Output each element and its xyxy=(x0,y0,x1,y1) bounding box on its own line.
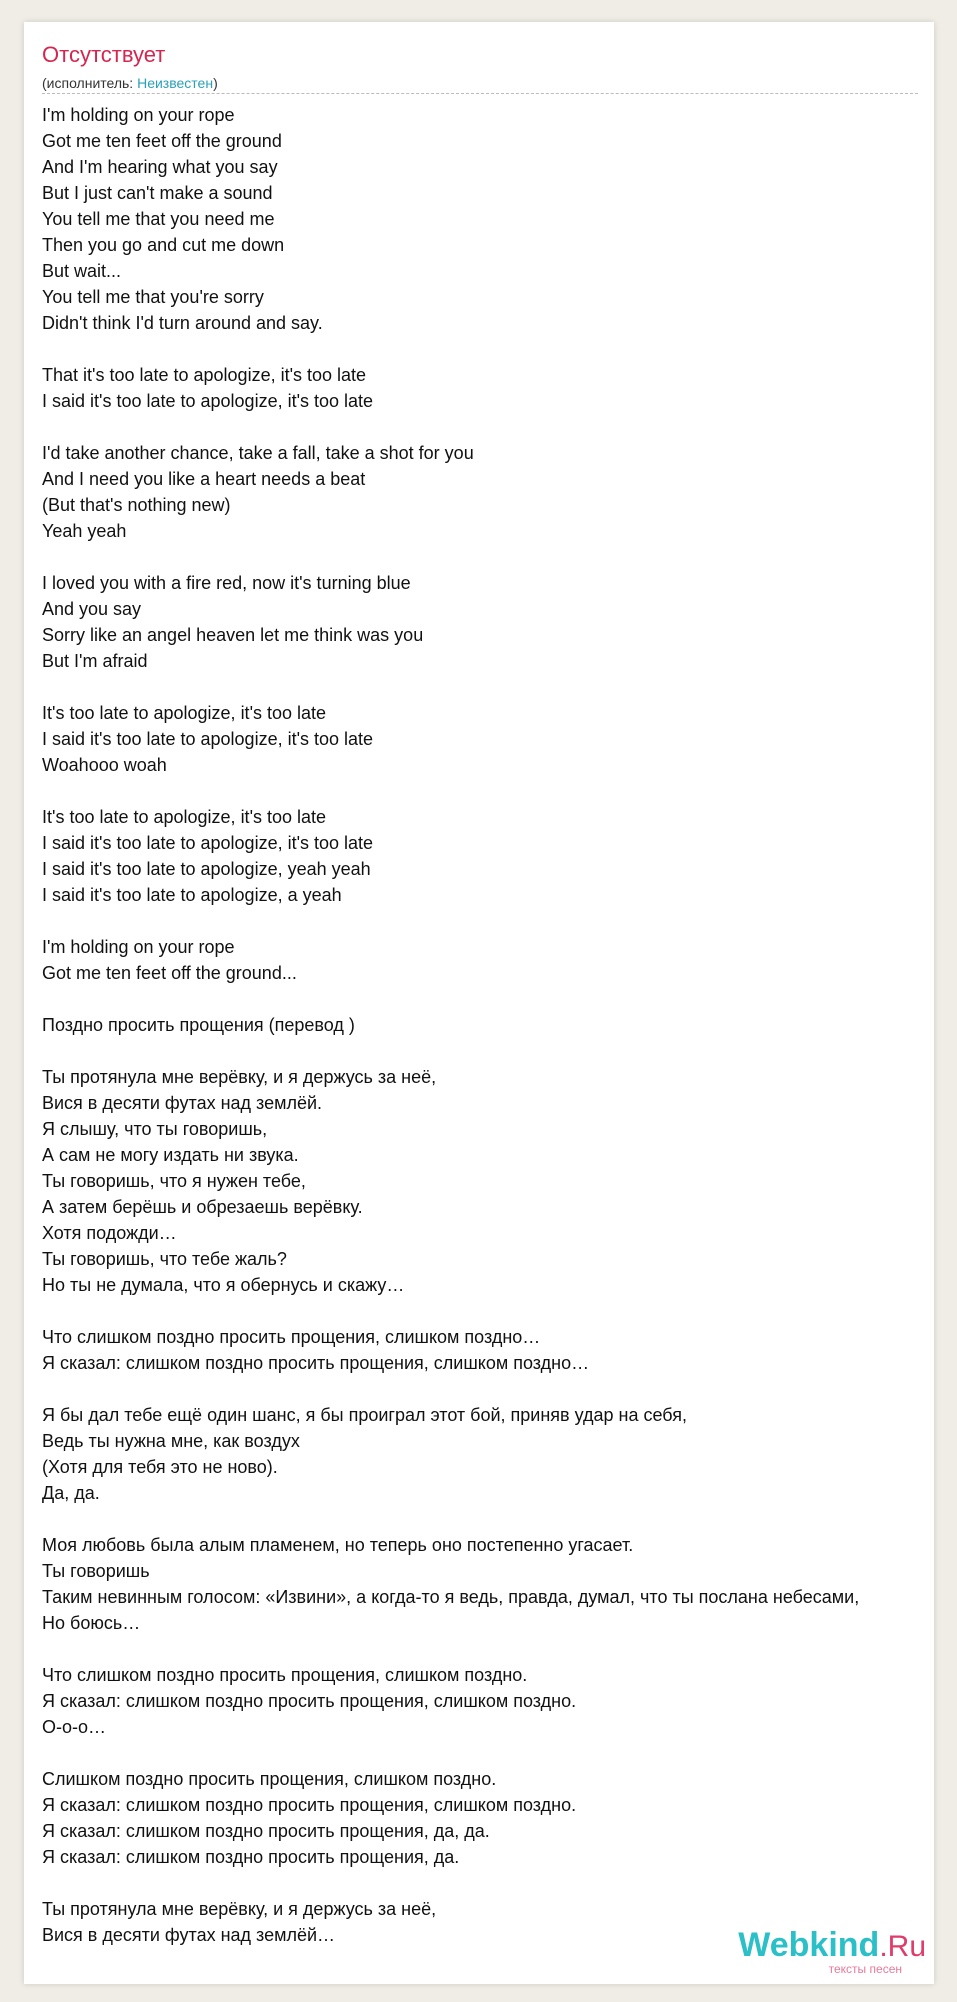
lyric-line xyxy=(42,414,934,440)
lyric-line: Я сказал: слишком поздно просить прощения, слишком поздно. xyxy=(42,1795,577,1815)
lyric-line: Я слышу, что ты говоришь, xyxy=(42,1119,268,1139)
lyric-line: Но ты не думала, что я обернусь и скажу… xyxy=(42,1275,405,1295)
lyric-line xyxy=(42,778,934,804)
lyric-line: О-о-о… xyxy=(42,1717,107,1737)
artist-suffix: ) xyxy=(213,75,218,91)
artist-prefix: (исполнитель: xyxy=(42,75,138,91)
artist-line xyxy=(42,75,218,91)
lyric-line: But I'm afraid xyxy=(42,651,148,671)
lyric-line xyxy=(42,674,934,700)
lyric-line xyxy=(42,986,934,1012)
lyric-line: And I'm hearing what you say xyxy=(42,157,278,177)
logo-wordmark xyxy=(738,1928,926,1962)
lyric-line: I said it's too late to apologize, it's too late xyxy=(42,833,374,853)
lyric-line xyxy=(42,908,934,934)
lyric-line xyxy=(42,1636,934,1662)
lyric-line: А сам не могу издать ни звука. xyxy=(42,1145,299,1165)
lyric-line: It's too late to apologize, it's too late xyxy=(42,703,327,723)
lyric-line: Then you go and cut me down xyxy=(42,235,285,255)
lyric-line xyxy=(42,1038,934,1064)
lyric-line: Но боюсь… xyxy=(42,1613,141,1633)
site-logo[interactable] xyxy=(738,1928,926,1976)
lyric-line: I said it's too late to apologize, a yeah xyxy=(42,885,342,905)
logo-tagline: тексты песен xyxy=(828,1962,902,1976)
lyric-line: Вися в десяти футах над землёй… xyxy=(42,1925,336,1945)
lyric-line: Didn't think I'd turn around and say. xyxy=(42,313,323,333)
lyric-line: I loved you with a fire red, now it's turning blue xyxy=(42,573,411,593)
artist-link[interactable]: Неизвестен xyxy=(137,75,214,91)
lyrics-card xyxy=(24,22,934,1984)
lyrics-body xyxy=(42,102,934,1948)
lyric-line: Я сказал: слишком поздно просить прощения, слишком поздно… xyxy=(42,1353,590,1373)
lyric-line: Слишком поздно просить прощения, слишком поздно. xyxy=(42,1769,497,1789)
lyric-line: (Хотя для тебя это не ново). xyxy=(42,1457,278,1477)
lyric-line: (But that's nothing new) xyxy=(42,495,231,515)
lyric-line: I said it's too late to apologize, it's too late xyxy=(42,729,374,749)
lyric-line: I'm holding on your rope xyxy=(42,937,235,957)
lyric-line: Yeah yeah xyxy=(42,521,127,541)
lyric-line xyxy=(42,1740,934,1766)
lyric-line xyxy=(42,1870,934,1896)
lyric-line: It's too late to apologize, it's too late xyxy=(42,807,327,827)
lyric-line: Моя любовь была алым пламенем, но теперь оно постепенно угасает. xyxy=(42,1535,634,1555)
lyric-line: Ты протянула мне верёвку, и я держусь за неё, xyxy=(42,1899,437,1919)
lyric-line: Таким невинным голосом: «Извини», а когда-то я ведь, правда, думал, что ты послана небесами, xyxy=(42,1587,860,1607)
lyric-line: Sorry like an angel heaven let me think was you xyxy=(42,625,424,645)
lyric-line: А затем берёшь и обрезаешь верёвку. xyxy=(42,1197,363,1217)
lyric-line: Что слишком поздно просить прощения, слишком поздно… xyxy=(42,1327,541,1347)
divider xyxy=(42,93,918,94)
lyric-line: But I just can't make a sound xyxy=(42,183,273,203)
lyric-line: You tell me that you need me xyxy=(42,209,275,229)
lyric-line: You tell me that you're sorry xyxy=(42,287,264,307)
lyric-line xyxy=(42,1298,934,1324)
lyric-line: Ты говоришь, что я нужен тебе, xyxy=(42,1171,306,1191)
lyric-line: Ты говоришь xyxy=(42,1561,150,1581)
lyric-line: Я сказал: слишком поздно просить прощения, да, да. xyxy=(42,1821,490,1841)
lyric-line: Я сказал: слишком поздно просить прощения, слишком поздно. xyxy=(42,1691,577,1711)
lyric-line: I said it's too late to apologize, yeah yeah xyxy=(42,859,371,879)
lyric-line: Woahooo woah xyxy=(42,755,167,775)
lyric-line: And you say xyxy=(42,599,142,619)
lyric-line: Что слишком поздно просить прощения, слишком поздно. xyxy=(42,1665,528,1685)
lyric-line: Ведь ты нужна мне, как воздух xyxy=(42,1431,300,1451)
lyric-line: I said it's too late to apologize, it's too late xyxy=(42,391,374,411)
lyric-line: And I need you like a heart needs a beat xyxy=(42,469,366,489)
logo-tld: .Ru xyxy=(879,1930,926,1963)
lyric-line: Вися в десяти футах над землёй. xyxy=(42,1093,323,1113)
lyric-line: Got me ten feet off the ground... xyxy=(42,963,297,983)
lyric-line: Я бы дал тебе ещё один шанс, я бы проиграл этот бой, приняв удар на себя, xyxy=(42,1405,687,1425)
logo-main-text: Webkind xyxy=(738,1926,880,1964)
lyric-line xyxy=(42,544,934,570)
song-title: Отсутствует xyxy=(42,42,166,67)
lyric-line: Ты протянула мне верёвку, и я держусь за неё, xyxy=(42,1067,437,1087)
lyric-line: Да, да. xyxy=(42,1483,100,1503)
lyric-line: I'd take another chance, take a fall, take a shot for you xyxy=(42,443,474,463)
lyric-line xyxy=(42,1506,934,1532)
lyric-line: But wait... xyxy=(42,261,122,281)
lyric-line: Хотя подожди… xyxy=(42,1223,177,1243)
lyric-line: Поздно просить прощения (перевод ) xyxy=(42,1015,355,1035)
lyric-line xyxy=(42,336,934,362)
lyric-line: Ты говоришь, что тебе жаль? xyxy=(42,1249,287,1269)
lyric-line: Got me ten feet off the ground xyxy=(42,131,282,151)
lyric-line: I'm holding on your rope xyxy=(42,105,235,125)
lyric-line: That it's too late to apologize, it's too late xyxy=(42,365,367,385)
lyric-line: Я сказал: слишком поздно просить прощения, да. xyxy=(42,1847,460,1867)
lyric-line xyxy=(42,1376,934,1402)
